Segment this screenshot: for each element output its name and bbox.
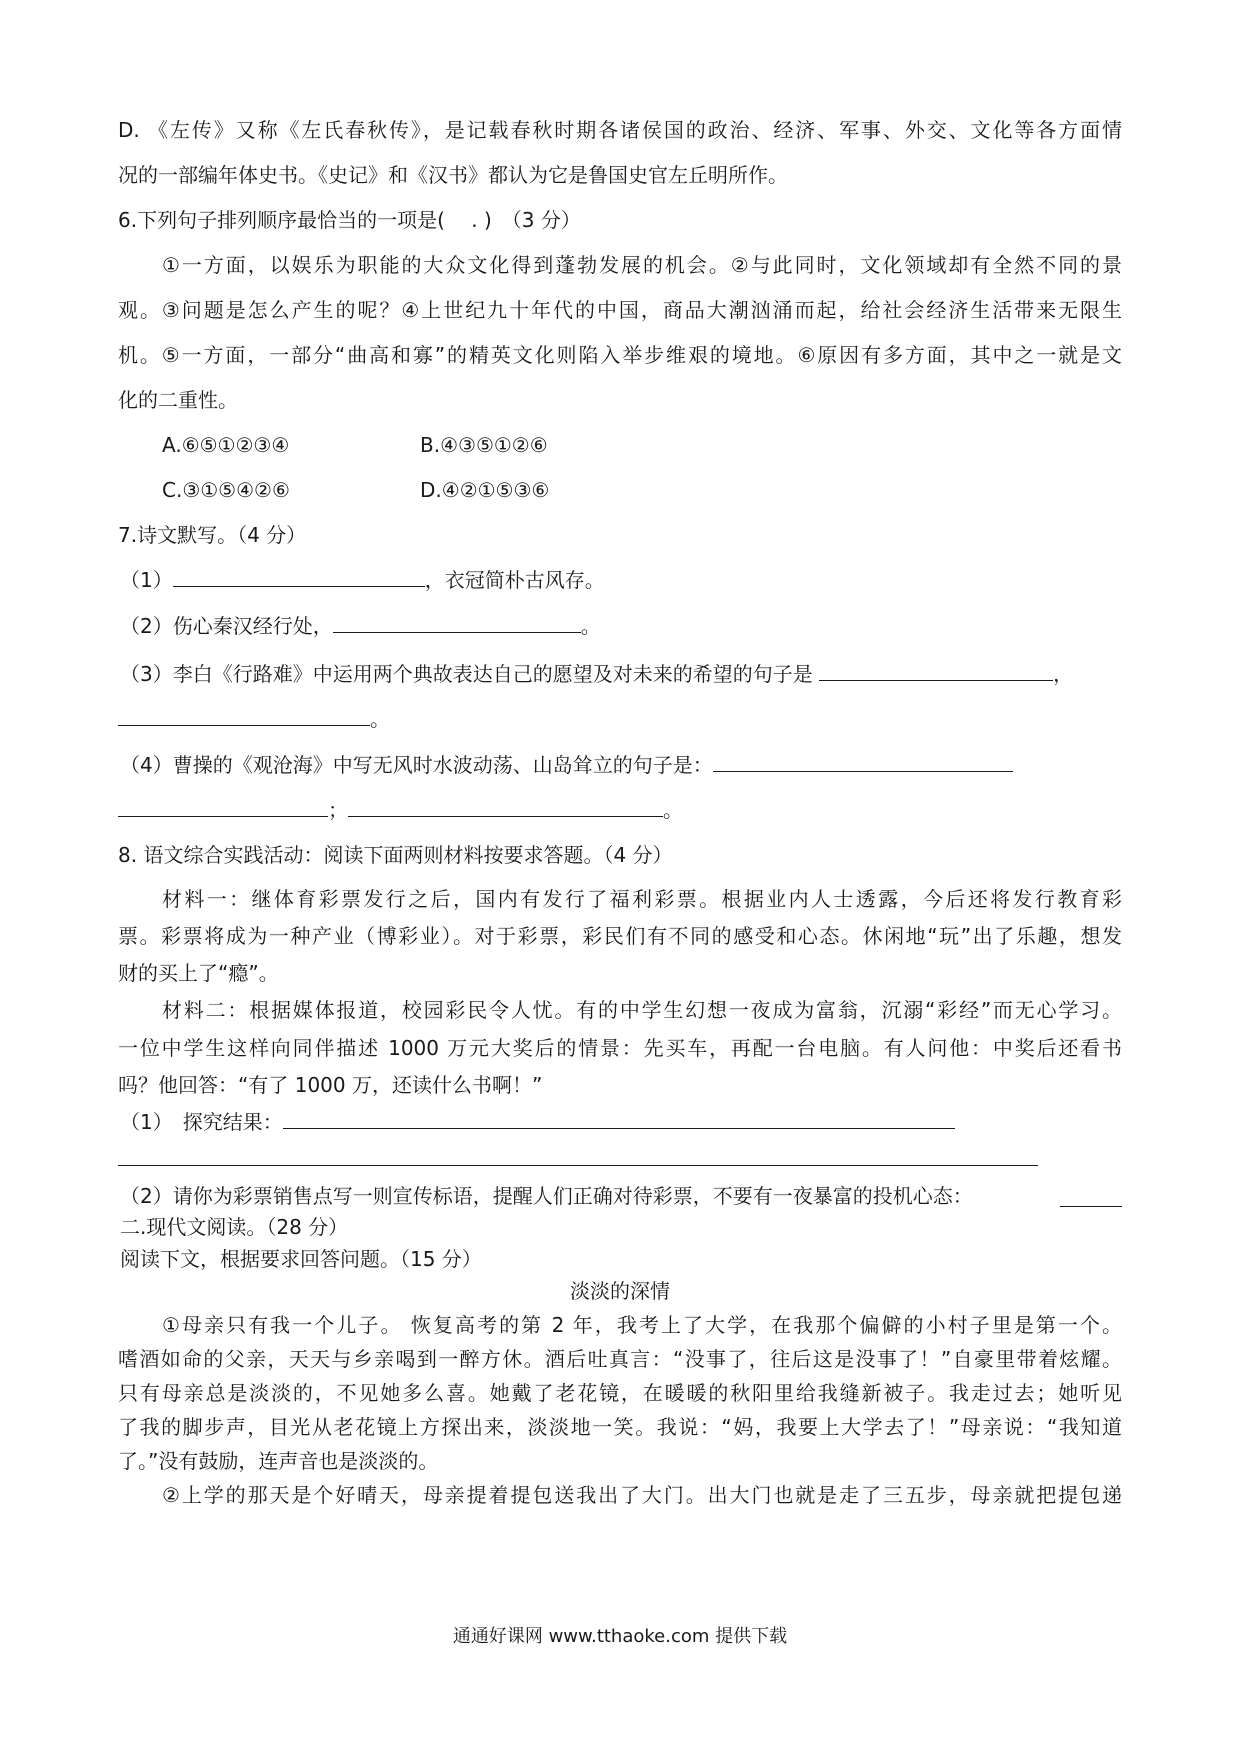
q7-item4-blank3[interactable] — [348, 796, 663, 817]
q5-option-d-line1: D. 《左传》又称《左氏春秋传》，是记载春秋时期各诸侯国的政治、经济、军事、外交、文化等各方面情 — [118, 118, 1122, 142]
article-title: 淡淡的深情 — [570, 1279, 670, 1303]
q8-sub2-text: （2）请你为彩票销售点写一则宣传标语，提醒人们正确对待彩票，不要有一夜暴富的投机心态： — [120, 1184, 973, 1208]
q8-material2-line3: 吗？他回答：“有了 1000 万，还读什么书啊！” — [118, 1073, 543, 1097]
q7-item4-blank1[interactable] — [713, 751, 1013, 772]
q8-stem: 8. 语文综合实践活动：阅读下面两则材料按要求答题。（4 分） — [118, 843, 673, 867]
q7-item4-end: 。 — [663, 798, 683, 822]
q8-sub1-blank2[interactable] — [118, 1145, 1038, 1166]
q7-item4 — [120, 751, 1122, 779]
q7-item2-prefix: （2）伤心秦汉经行处， — [120, 614, 333, 638]
q7-item4-prefix: （4）曹操的《观沧海》中写无风时水波动荡、山岛耸立的句子是： — [120, 753, 713, 777]
q7-item3-prefix: （3）李白《行路难》中运用两个典故表达自己的愿望及对未来的希望的句子是 — [120, 662, 813, 686]
q8-material1-line1: 材料一：继体育彩票发行之后，国内有发行了福利彩票。根据业内人士透露，今后还将发行教育彩 — [162, 887, 1122, 911]
article-p1-line4: 了我的脚步声，目光从老花镜上方探出来，淡淡地一笑。我说：“妈，我要上大学去了！”母亲说：“我知道 — [118, 1415, 1122, 1439]
q7-item1-prefix: （1） — [120, 568, 173, 592]
q6-paragraph-line4: 化的二重性。 — [118, 388, 238, 412]
q8-material1-line3: 财的买上了“瘾”。 — [118, 961, 279, 985]
q8-sub2 — [120, 1182, 1122, 1210]
q7-item2-suffix: 。 — [580, 614, 601, 638]
q7-item4-continued — [118, 796, 1122, 824]
q7-item1-blank[interactable] — [173, 566, 425, 587]
article-p1-line3: 只有母亲总是淡淡的，不见她多么喜。她戴了老花镜，在暖暖的秋阳里给我缝新被子。我走过去；她听见 — [118, 1381, 1122, 1405]
section2-instruction: 阅读下文，根据要求回答问题。（15 分） — [120, 1247, 482, 1271]
q7-item4-semicolon: ； — [328, 798, 348, 822]
q6-stem: 6.下列句子排列顺序最恰当的一项是( . ) （3 分） — [118, 208, 581, 232]
q7-item3-continued — [118, 705, 1122, 733]
q7-item3-blank1[interactable] — [819, 660, 1053, 681]
q7-item3-comma: ， — [1053, 662, 1074, 686]
q6-option-b: B.④③⑤①②⑥ — [420, 433, 548, 457]
q6-paragraph-line3: 机。⑤一方面，一部分“曲高和寡”的精英文化则陷入举步维艰的境地。⑥原因有多方面，其中之一就是文 — [118, 343, 1122, 367]
q7-item2 — [120, 612, 1122, 640]
section2-heading: 二.现代文阅读。（28 分） — [120, 1215, 349, 1239]
q7-item4-blank2[interactable] — [118, 796, 328, 817]
q8-sub1-prefix: （1） 探究结果： — [120, 1110, 283, 1134]
q8-sub1-blank1[interactable] — [283, 1108, 955, 1129]
q7-item2-blank[interactable] — [333, 612, 581, 633]
q8-material1-line2: 票。彩票将成为一种产业（博彩业）。对于彩票，彩民们有不同的感受和心态。休闲地“玩”出了乐趣，想发 — [118, 924, 1122, 948]
q6-option-d: D.④②①⑤③⑥ — [420, 478, 550, 502]
article-p1-line1: ①母亲只有我一个儿子。 恢复高考的第 2 年，我考上了大学，在我那个偏僻的小村子里是第一个。 — [162, 1313, 1122, 1337]
q8-sub1 — [120, 1108, 1122, 1136]
q8-material2-line1: 材料二：根据媒体报道，校园彩民令人忧。有的中学生幻想一夜成为富翁，沉溺“彩经”而无心学习。 — [162, 998, 1122, 1022]
q7-item1 — [120, 566, 1122, 594]
article-p1-line2: 嗜酒如命的父亲，天天与乡亲喝到一醉方休。酒后吐真言：“没事了，往后这是没事了！”自豪里带着炫耀。 — [118, 1347, 1122, 1371]
page-footer: 通通好课网 www.tthaoke.com 提供下载 — [452, 1626, 788, 1647]
q6-paragraph-line1: ①一方面，以娱乐为职能的大众文化得到蓬勃发展的机会。②与此同时，文化领域却有全然不同的景 — [162, 253, 1122, 277]
q7-item3 — [120, 660, 1122, 688]
q8-material2-line2: 一位中学生这样向同伴描述 1000 万元大奖后的情景：先买车，再配一台电脑。有人问他：中奖后还看书 — [118, 1036, 1122, 1060]
q7-stem: 7.诗文默写。（4 分） — [118, 523, 307, 547]
q8-sub2-blank[interactable] — [1060, 1186, 1122, 1207]
q7-item1-suffix: ，衣冠简朴古风存。 — [424, 568, 605, 592]
q6-option-a: A.⑥⑤①②③④ — [162, 433, 290, 457]
article-p1-line5: 了。”没有鼓励，连声音也是淡淡的。 — [118, 1449, 439, 1473]
q5-option-d-line2: 况的一部编年体史书。《史记》和《汉书》都认为它是鲁国史官左丘明所作。 — [118, 163, 788, 187]
q7-item3-end: 。 — [370, 707, 390, 731]
article-p2-line1: ②上学的那天是个好晴天，母亲提着提包送我出了大门。出大门也就是走了三五步，母亲就把提包递 — [162, 1483, 1122, 1507]
q7-item3-blank2[interactable] — [118, 705, 370, 726]
q6-option-c: C.③①⑤④②⑥ — [162, 478, 290, 502]
q8-sub1-continued — [118, 1145, 1122, 1173]
q6-paragraph-line2: 观。③问题是怎么产生的呢？④上世纪九十年代的中国，商品大潮汹涌而起，给社会经济生活带来无限生 — [118, 298, 1122, 322]
